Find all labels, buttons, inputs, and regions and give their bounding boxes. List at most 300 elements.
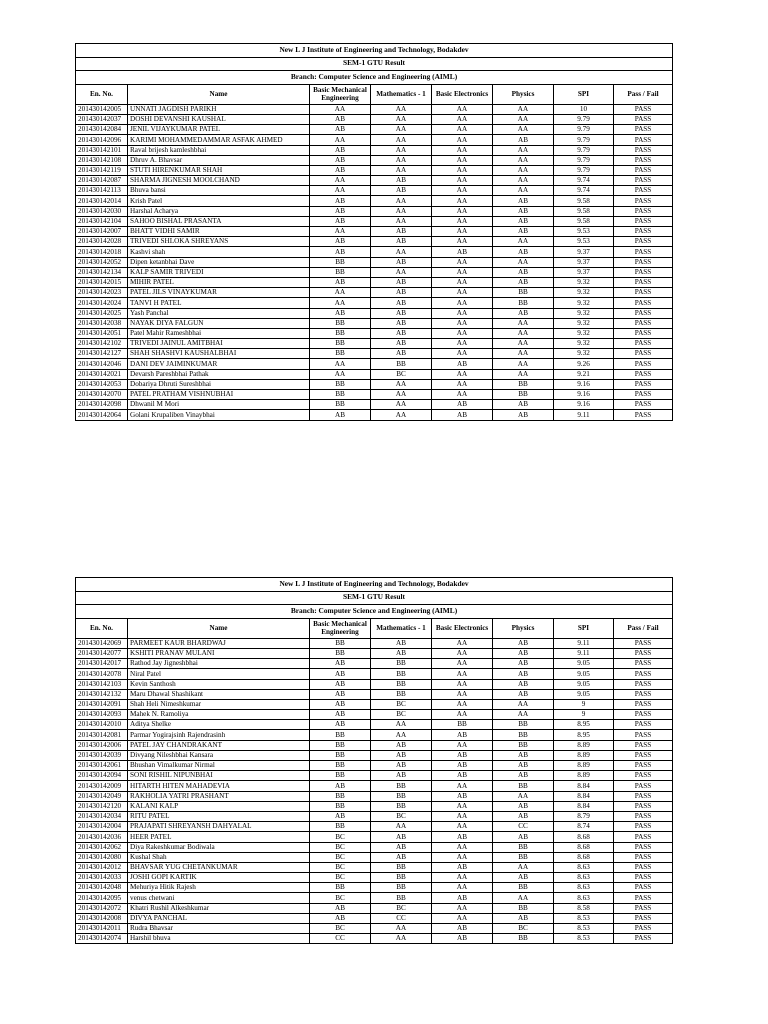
cell-name: BHAVSAR YUG CHETANKUMAR bbox=[128, 862, 310, 872]
cell-en-no: 201430142077 bbox=[76, 648, 128, 658]
cell-name: RAKHOLIA YATRI PRASHANT bbox=[128, 791, 310, 801]
cell-name: KALP SAMIR TRIVEDI bbox=[128, 267, 310, 277]
cell-physics: BB bbox=[493, 842, 554, 852]
cell-basic-mechanical: BB bbox=[310, 257, 371, 267]
table-row bbox=[76, 781, 673, 791]
cell-spi: 9.32 bbox=[554, 349, 614, 359]
cell-basic-mechanical: AB bbox=[310, 669, 371, 679]
cell-name: Patel Mahir Rameshbhai bbox=[128, 328, 310, 338]
cell-en-no: 201430142113 bbox=[76, 186, 128, 196]
cell-spi: 9 bbox=[554, 710, 614, 720]
table-row bbox=[76, 638, 673, 648]
cell-basic-electronics: AA bbox=[432, 648, 493, 658]
cell-spi: 9.58 bbox=[554, 216, 614, 226]
cell-spi: 9.79 bbox=[554, 114, 614, 124]
cell-en-no: 201430142023 bbox=[76, 288, 128, 298]
cell-physics: AA bbox=[493, 339, 554, 349]
cell-basic-mechanical: BB bbox=[310, 349, 371, 359]
cell-mathematics: BB bbox=[371, 781, 432, 791]
cell-name: JENIL VIJAYKUMAR PATEL bbox=[128, 125, 310, 135]
result-rows-2 bbox=[76, 638, 673, 944]
cell-basic-mechanical: BB bbox=[310, 318, 371, 328]
cell-physics: BB bbox=[493, 740, 554, 750]
cell-mathematics: BB bbox=[371, 893, 432, 903]
cell-spi: 8.95 bbox=[554, 730, 614, 740]
table-row bbox=[76, 791, 673, 801]
cell-pass-fail: PASS bbox=[614, 145, 673, 155]
cell-name: Krish Patel bbox=[128, 196, 310, 206]
cell-pass-fail: PASS bbox=[614, 359, 673, 369]
table-row bbox=[76, 883, 673, 893]
cell-basic-electronics: AA bbox=[432, 883, 493, 893]
cell-mathematics: BC bbox=[371, 369, 432, 379]
cell-pass-fail: PASS bbox=[614, 104, 673, 114]
cell-spi: 9.32 bbox=[554, 298, 614, 308]
table-row bbox=[76, 913, 673, 923]
cell-basic-electronics: AA bbox=[432, 257, 493, 267]
cell-pass-fail: PASS bbox=[614, 781, 673, 791]
cell-en-no: 201430142011 bbox=[76, 924, 128, 934]
cell-mathematics: AA bbox=[371, 114, 432, 124]
cell-name: Yash Panchal bbox=[128, 308, 310, 318]
cell-physics: AA bbox=[493, 893, 554, 903]
cell-mathematics: AB bbox=[371, 277, 432, 287]
cell-mathematics: AB bbox=[371, 842, 432, 852]
cell-basic-mechanical: AB bbox=[310, 206, 371, 216]
cell-basic-electronics: AA bbox=[432, 811, 493, 821]
cell-spi: 9.21 bbox=[554, 369, 614, 379]
cell-spi: 9.11 bbox=[554, 648, 614, 658]
cell-basic-mechanical: AB bbox=[310, 155, 371, 165]
cell-pass-fail: PASS bbox=[614, 710, 673, 720]
cell-name: PATEL JAY CHANDRAKANT bbox=[128, 740, 310, 750]
cell-mathematics: AB bbox=[371, 349, 432, 359]
cell-basic-electronics: AA bbox=[432, 740, 493, 750]
table-row bbox=[76, 842, 673, 852]
cell-name: DOSHI DEVANSHI KAUSHAL bbox=[128, 114, 310, 124]
cell-basic-electronics: AA bbox=[432, 165, 493, 175]
cell-basic-electronics: AA bbox=[432, 196, 493, 206]
cell-basic-mechanical: AB bbox=[310, 196, 371, 206]
cell-physics: BB bbox=[493, 288, 554, 298]
cell-en-no: 201430142108 bbox=[76, 155, 128, 165]
cell-name: Bhuva bansi bbox=[128, 186, 310, 196]
cell-pass-fail: PASS bbox=[614, 165, 673, 175]
cell-name: Aditya Shelke bbox=[128, 720, 310, 730]
header-en-no: En. No. bbox=[76, 618, 128, 638]
table-row bbox=[76, 811, 673, 821]
table-row bbox=[76, 339, 673, 349]
cell-physics: AA bbox=[493, 114, 554, 124]
cell-basic-electronics: AA bbox=[432, 822, 493, 832]
cell-physics: BB bbox=[493, 903, 554, 913]
cell-pass-fail: PASS bbox=[614, 390, 673, 400]
cell-basic-electronics: AA bbox=[432, 638, 493, 648]
cell-spi: 8.89 bbox=[554, 761, 614, 771]
cell-spi: 8.53 bbox=[554, 913, 614, 923]
cell-pass-fail: PASS bbox=[614, 257, 673, 267]
cell-basic-electronics: AA bbox=[432, 155, 493, 165]
cell-physics: AB bbox=[493, 913, 554, 923]
table-row bbox=[76, 720, 673, 730]
cell-spi: 9.26 bbox=[554, 359, 614, 369]
cell-pass-fail: PASS bbox=[614, 206, 673, 216]
result-rows-1 bbox=[76, 104, 673, 420]
cell-pass-fail: PASS bbox=[614, 659, 673, 669]
table-row bbox=[76, 934, 673, 944]
cell-en-no: 201430142048 bbox=[76, 883, 128, 893]
table-row bbox=[76, 165, 673, 175]
cell-basic-electronics: AB bbox=[432, 359, 493, 369]
cell-en-no: 201430142007 bbox=[76, 227, 128, 237]
cell-physics: AB bbox=[493, 227, 554, 237]
cell-basic-mechanical: BC bbox=[310, 842, 371, 852]
cell-physics: BB bbox=[493, 390, 554, 400]
cell-spi: 9.79 bbox=[554, 135, 614, 145]
cell-basic-electronics: AA bbox=[432, 699, 493, 709]
cell-mathematics: BB bbox=[371, 862, 432, 872]
cell-pass-fail: PASS bbox=[614, 720, 673, 730]
cell-en-no: 201430142064 bbox=[76, 410, 128, 420]
cell-spi: 9.79 bbox=[554, 125, 614, 135]
cell-basic-mechanical: AB bbox=[310, 903, 371, 913]
cell-pass-fail: PASS bbox=[614, 801, 673, 811]
cell-spi: 8.63 bbox=[554, 883, 614, 893]
cell-physics: BB bbox=[493, 883, 554, 893]
cell-basic-mechanical: AB bbox=[310, 125, 371, 135]
cell-name: Kashvi shah bbox=[128, 247, 310, 257]
cell-basic-electronics: AA bbox=[432, 237, 493, 247]
cell-mathematics: BB bbox=[371, 679, 432, 689]
cell-basic-electronics: AA bbox=[432, 659, 493, 669]
table-row bbox=[76, 186, 673, 196]
cell-name: MIHIR PATEL bbox=[128, 277, 310, 287]
cell-pass-fail: PASS bbox=[614, 328, 673, 338]
cell-basic-electronics: AB bbox=[432, 410, 493, 420]
cell-en-no: 201430142087 bbox=[76, 176, 128, 186]
cell-physics: AB bbox=[493, 267, 554, 277]
cell-basic-mechanical: BC bbox=[310, 924, 371, 934]
table-row bbox=[76, 669, 673, 679]
cell-basic-electronics: AA bbox=[432, 125, 493, 135]
cell-basic-electronics: AA bbox=[432, 369, 493, 379]
header-spi: SPI bbox=[554, 84, 614, 104]
cell-mathematics: AA bbox=[371, 135, 432, 145]
cell-name: Maru Dhawal Shashikant bbox=[128, 689, 310, 699]
cell-en-no: 201430142084 bbox=[76, 125, 128, 135]
table-row bbox=[76, 308, 673, 318]
cell-physics: AA bbox=[493, 710, 554, 720]
cell-en-no: 201430142036 bbox=[76, 832, 128, 842]
table-row bbox=[76, 689, 673, 699]
cell-basic-mechanical: BB bbox=[310, 379, 371, 389]
cell-en-no: 201430142033 bbox=[76, 873, 128, 883]
cell-spi: 8.74 bbox=[554, 822, 614, 832]
cell-basic-electronics: AB bbox=[432, 750, 493, 760]
cell-basic-mechanical: BB bbox=[310, 771, 371, 781]
cell-physics: BB bbox=[493, 781, 554, 791]
cell-en-no: 201430142078 bbox=[76, 669, 128, 679]
cell-name: Devarsh Pareshbhai Pathak bbox=[128, 369, 310, 379]
cell-mathematics: AB bbox=[371, 298, 432, 308]
cell-name: DANI DEV JAIMINKUMAR bbox=[128, 359, 310, 369]
cell-name: DIVYA PANCHAL bbox=[128, 913, 310, 923]
cell-en-no: 201430142095 bbox=[76, 893, 128, 903]
cell-name: Raval brijesh kamleshbhai bbox=[128, 145, 310, 155]
cell-spi: 10 bbox=[554, 104, 614, 114]
cell-physics: AB bbox=[493, 216, 554, 226]
cell-mathematics: BC bbox=[371, 903, 432, 913]
cell-physics: AA bbox=[493, 349, 554, 359]
cell-basic-electronics: AA bbox=[432, 710, 493, 720]
cell-pass-fail: PASS bbox=[614, 298, 673, 308]
table-row bbox=[76, 862, 673, 872]
cell-mathematics: BC bbox=[371, 811, 432, 821]
result-sheet-1 bbox=[75, 43, 672, 421]
cell-basic-mechanical: BB bbox=[310, 791, 371, 801]
cell-spi: 9 bbox=[554, 699, 614, 709]
header-name: Name bbox=[128, 84, 310, 104]
cell-basic-mechanical: AA bbox=[310, 227, 371, 237]
cell-basic-mechanical: AB bbox=[310, 216, 371, 226]
cell-en-no: 201430142014 bbox=[76, 196, 128, 206]
cell-pass-fail: PASS bbox=[614, 689, 673, 699]
cell-mathematics: AB bbox=[371, 257, 432, 267]
cell-basic-electronics: BB bbox=[432, 720, 493, 730]
table-row bbox=[76, 328, 673, 338]
cell-mathematics: BC bbox=[371, 710, 432, 720]
result-sheet-2 bbox=[75, 577, 672, 944]
cell-pass-fail: PASS bbox=[614, 903, 673, 913]
cell-mathematics: AB bbox=[371, 761, 432, 771]
table-row bbox=[76, 390, 673, 400]
cell-en-no: 201430142017 bbox=[76, 659, 128, 669]
cell-basic-electronics: AA bbox=[432, 903, 493, 913]
cell-en-no: 201430142038 bbox=[76, 318, 128, 328]
cell-physics: AA bbox=[493, 104, 554, 114]
cell-mathematics: BB bbox=[371, 359, 432, 369]
cell-pass-fail: PASS bbox=[614, 247, 673, 257]
table-row bbox=[76, 257, 673, 267]
table-row bbox=[76, 801, 673, 811]
cell-spi: 9.79 bbox=[554, 155, 614, 165]
cell-mathematics: AB bbox=[371, 176, 432, 186]
cell-name: HITARTH HITEN MAHADEVIA bbox=[128, 781, 310, 791]
cell-pass-fail: PASS bbox=[614, 679, 673, 689]
cell-physics: AB bbox=[493, 689, 554, 699]
table-row bbox=[76, 359, 673, 369]
cell-en-no: 201430142104 bbox=[76, 216, 128, 226]
cell-spi: 9.37 bbox=[554, 247, 614, 257]
cell-spi: 9.53 bbox=[554, 227, 614, 237]
institute-title: New L J Institute of Engineering and Technology, Bodakdev bbox=[76, 44, 673, 58]
cell-basic-electronics: AA bbox=[432, 227, 493, 237]
cell-basic-mechanical: BB bbox=[310, 328, 371, 338]
cell-mathematics: AB bbox=[371, 832, 432, 842]
cell-mathematics: BB bbox=[371, 873, 432, 883]
cell-basic-electronics: AA bbox=[432, 104, 493, 114]
cell-en-no: 201430142072 bbox=[76, 903, 128, 913]
cell-pass-fail: PASS bbox=[614, 277, 673, 287]
cell-physics: AB bbox=[493, 648, 554, 658]
cell-spi: 9.05 bbox=[554, 669, 614, 679]
table-row bbox=[76, 648, 673, 658]
cell-spi: 8.84 bbox=[554, 781, 614, 791]
cell-basic-electronics: AB bbox=[432, 862, 493, 872]
cell-basic-electronics: AA bbox=[432, 216, 493, 226]
cell-basic-mechanical: AB bbox=[310, 308, 371, 318]
cell-mathematics: AA bbox=[371, 247, 432, 257]
cell-name: Diya Rakeshkumar Bodiwala bbox=[128, 842, 310, 852]
cell-pass-fail: PASS bbox=[614, 852, 673, 862]
cell-basic-mechanical: AA bbox=[310, 186, 371, 196]
cell-pass-fail: PASS bbox=[614, 913, 673, 923]
cell-spi: 9.32 bbox=[554, 288, 614, 298]
cell-pass-fail: PASS bbox=[614, 699, 673, 709]
cell-basic-electronics: AA bbox=[432, 689, 493, 699]
cell-en-no: 201430142010 bbox=[76, 720, 128, 730]
header-mathematics: Mathematics - 1 bbox=[371, 84, 432, 104]
table-row bbox=[76, 176, 673, 186]
cell-en-no: 201430142009 bbox=[76, 781, 128, 791]
cell-mathematics: AA bbox=[371, 196, 432, 206]
cell-pass-fail: PASS bbox=[614, 791, 673, 801]
cell-pass-fail: PASS bbox=[614, 934, 673, 944]
cell-pass-fail: PASS bbox=[614, 811, 673, 821]
cell-physics: BB bbox=[493, 852, 554, 862]
cell-mathematics: AB bbox=[371, 227, 432, 237]
cell-name: Mahek N. Ramoliya bbox=[128, 710, 310, 720]
cell-physics: AA bbox=[493, 125, 554, 135]
cell-en-no: 201430142081 bbox=[76, 730, 128, 740]
header-spi: SPI bbox=[554, 618, 614, 638]
cell-en-no: 201430142053 bbox=[76, 379, 128, 389]
cell-name: Bhushan Vimalkumar Nirmal bbox=[128, 761, 310, 771]
cell-name: Dhruv A. Bhavsar bbox=[128, 155, 310, 165]
cell-basic-electronics: AA bbox=[432, 379, 493, 389]
cell-name: Rudra Bhavsar bbox=[128, 924, 310, 934]
cell-pass-fail: PASS bbox=[614, 125, 673, 135]
cell-basic-mechanical: BB bbox=[310, 648, 371, 658]
cell-physics: BB bbox=[493, 730, 554, 740]
cell-basic-electronics: AB bbox=[432, 924, 493, 934]
cell-name: Niral Patel bbox=[128, 669, 310, 679]
cell-basic-electronics: AA bbox=[432, 206, 493, 216]
cell-name: HEER PATEL bbox=[128, 832, 310, 842]
cell-spi: 9.32 bbox=[554, 339, 614, 349]
cell-physics: AA bbox=[493, 145, 554, 155]
cell-en-no: 201430142046 bbox=[76, 359, 128, 369]
table-row bbox=[76, 349, 673, 359]
cell-basic-mechanical: AB bbox=[310, 679, 371, 689]
cell-physics: AA bbox=[493, 318, 554, 328]
cell-en-no: 201430142039 bbox=[76, 750, 128, 760]
cell-name: TANVI H PATEL bbox=[128, 298, 310, 308]
table-row bbox=[76, 135, 673, 145]
cell-basic-mechanical: BB bbox=[310, 883, 371, 893]
cell-name: KSHITI PRANAV MULANI bbox=[128, 648, 310, 658]
cell-physics: BB bbox=[493, 934, 554, 944]
cell-pass-fail: PASS bbox=[614, 740, 673, 750]
cell-mathematics: BB bbox=[371, 659, 432, 669]
cell-basic-mechanical: BB bbox=[310, 801, 371, 811]
cell-name: venus chetwani bbox=[128, 893, 310, 903]
cell-mathematics: AA bbox=[371, 165, 432, 175]
cell-mathematics: BB bbox=[371, 689, 432, 699]
cell-spi: 8.89 bbox=[554, 771, 614, 781]
cell-physics: AA bbox=[493, 699, 554, 709]
cell-name: Dipen ketanbhai Dave bbox=[128, 257, 310, 267]
cell-mathematics: AA bbox=[371, 400, 432, 410]
cell-physics: AB bbox=[493, 750, 554, 760]
table-row bbox=[76, 832, 673, 842]
cell-physics: AB bbox=[493, 659, 554, 669]
cell-basic-electronics: AA bbox=[432, 176, 493, 186]
table-row bbox=[76, 893, 673, 903]
cell-en-no: 201430142101 bbox=[76, 145, 128, 155]
table-row bbox=[76, 247, 673, 257]
header-basic-electronics: Basic Electronics bbox=[432, 84, 493, 104]
cell-en-no: 201430142025 bbox=[76, 308, 128, 318]
cell-name: UNNATI JAGDISH PARIKH bbox=[128, 104, 310, 114]
cell-pass-fail: PASS bbox=[614, 873, 673, 883]
cell-pass-fail: PASS bbox=[614, 750, 673, 760]
cell-name: KARIMI MOHAMMEDAMMAR ASFAK AHMED bbox=[128, 135, 310, 145]
cell-en-no: 201430142098 bbox=[76, 400, 128, 410]
cell-en-no: 201430142096 bbox=[76, 135, 128, 145]
cell-mathematics: AA bbox=[371, 730, 432, 740]
cell-spi: 9.05 bbox=[554, 659, 614, 669]
cell-mathematics: AB bbox=[371, 852, 432, 862]
cell-name: Rathod Jay Jigneshbhai bbox=[128, 659, 310, 669]
cell-basic-electronics: AA bbox=[432, 842, 493, 852]
cell-en-no: 201430142012 bbox=[76, 862, 128, 872]
cell-mathematics: AA bbox=[371, 924, 432, 934]
cell-basic-electronics: AA bbox=[432, 308, 493, 318]
cell-basic-electronics: AB bbox=[432, 730, 493, 740]
cell-basic-mechanical: AB bbox=[310, 913, 371, 923]
cell-basic-electronics: AA bbox=[432, 318, 493, 328]
table-row bbox=[76, 196, 673, 206]
table-row bbox=[76, 369, 673, 379]
table-row bbox=[76, 679, 673, 689]
cell-basic-electronics: AA bbox=[432, 781, 493, 791]
cell-pass-fail: PASS bbox=[614, 648, 673, 658]
cell-basic-electronics: AA bbox=[432, 852, 493, 862]
cell-pass-fail: PASS bbox=[614, 822, 673, 832]
result-table-1 bbox=[75, 43, 673, 421]
cell-en-no: 201430142034 bbox=[76, 811, 128, 821]
cell-pass-fail: PASS bbox=[614, 730, 673, 740]
cell-physics: AB bbox=[493, 206, 554, 216]
cell-spi: 8.68 bbox=[554, 852, 614, 862]
cell-basic-mechanical: BB bbox=[310, 339, 371, 349]
cell-basic-mechanical: AB bbox=[310, 781, 371, 791]
cell-physics: AB bbox=[493, 410, 554, 420]
cell-basic-electronics: AA bbox=[432, 145, 493, 155]
cell-physics: AA bbox=[493, 237, 554, 247]
table-row bbox=[76, 659, 673, 669]
cell-en-no: 201430142030 bbox=[76, 206, 128, 216]
table-row bbox=[76, 267, 673, 277]
cell-en-no: 201430142008 bbox=[76, 913, 128, 923]
cell-physics: AB bbox=[493, 277, 554, 287]
table-row bbox=[76, 298, 673, 308]
table-row bbox=[76, 216, 673, 226]
cell-basic-mechanical: AA bbox=[310, 369, 371, 379]
cell-pass-fail: PASS bbox=[614, 369, 673, 379]
cell-name: PRAJAPATI SHREYANSH DAHYALAL bbox=[128, 822, 310, 832]
